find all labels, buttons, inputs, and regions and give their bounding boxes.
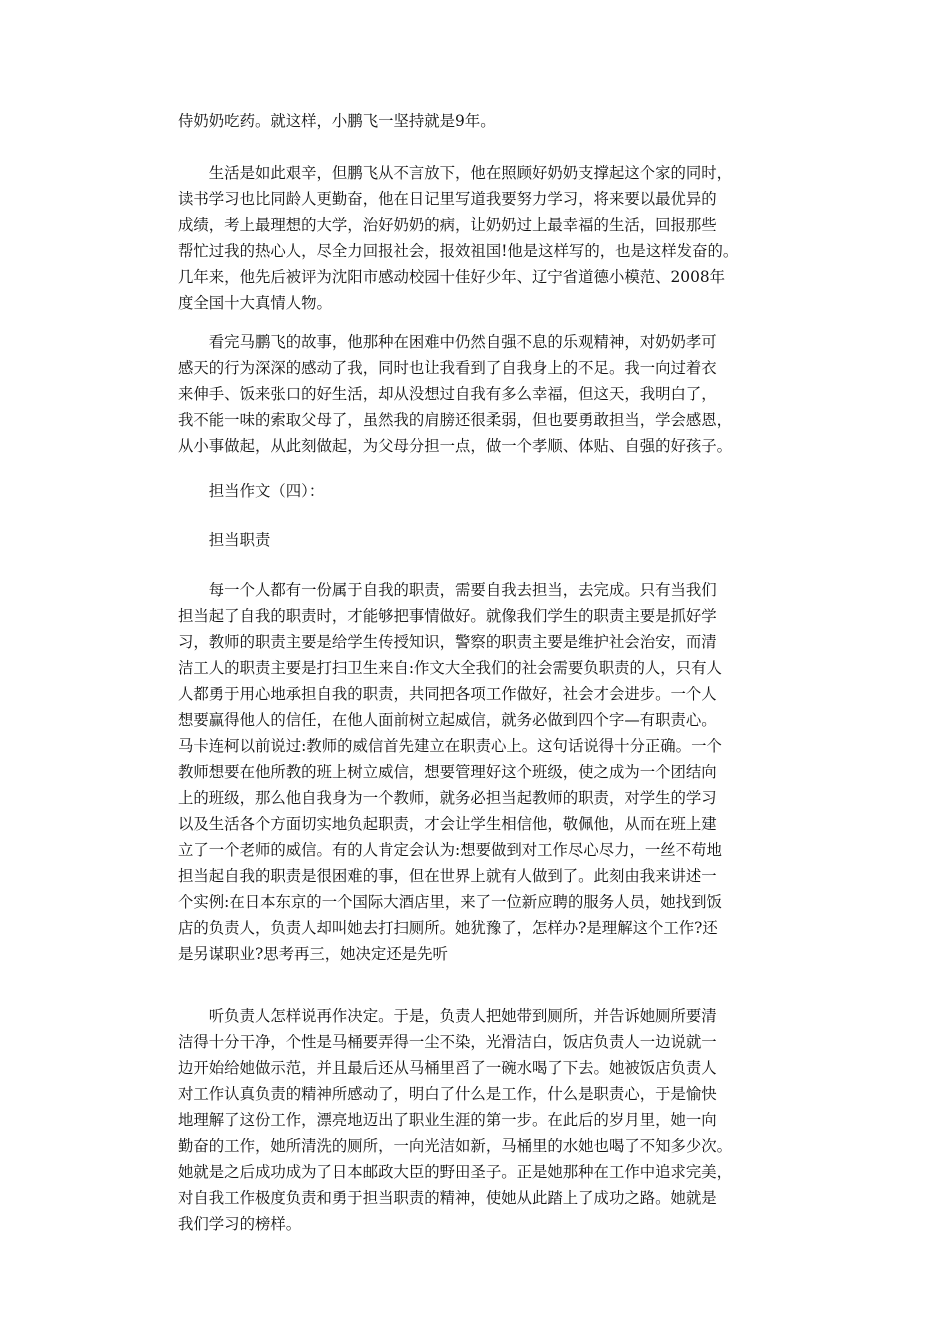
text-line: 以及生活各个方面切实地负起职责，才会让学生相信他，敬佩他，从而在班上建 — [178, 815, 717, 833]
text-line: 店的负责人，负责人却叫她去打扫厕所。她犹豫了，怎样办?是理解这个工作?还 — [178, 919, 718, 937]
text-line: 我们学习的榜样。 — [178, 1215, 302, 1233]
section-heading — [178, 478, 828, 504]
text-line: 勤奋的工作，她所清洗的厕所，一向光洁如新，马桶里的水她也喝了不知多少次。 — [178, 1137, 733, 1155]
text-line: 每一个人都有一份属于自我的职责，需要自我去担当，去完成。只有当我们 — [178, 581, 717, 599]
section-heading-text: 担当作文（四）： — [178, 482, 325, 500]
paragraph-4 — [178, 577, 828, 967]
essay-title-text: 担当职责 — [178, 531, 271, 549]
text-line: 对自我工作极度负责和勇于担当职责的精神，使她从此踏上了成功之路。她就是 — [178, 1189, 717, 1207]
text-line: 洁得十分干净，个性是马桶要弄得一尘不染，光滑洁白，饭店负责人一边说就一 — [178, 1033, 717, 1051]
text-line: 马卡连柯以前说过:教师的威信首先建立在职责心上。这句话说得十分正确。一个 — [178, 737, 722, 755]
text-line: 读书学习也比同龄人更勤奋，他在日记里写道我要努力学习，将来要以最优异的 — [178, 190, 717, 208]
text-line: 边开始给她做示范，并且最后还从马桶里舀了一碗水喝了下去。她被饭店负责人 — [178, 1059, 717, 1077]
text-line: 对工作认真负责的精神所感动了，明白了什么是工作，什么是职责心，于是愉快 — [178, 1085, 717, 1103]
text-line: 来伸手、饭来张口的好生活，却从没想过自我有多么幸福，但这天，我明白了， — [178, 385, 717, 403]
text-line: 听负责人怎样说再作决定。于是，负责人把她带到厕所，并告诉她厕所要清 — [178, 1007, 717, 1025]
text-line: 她就是之后成功成为了日本邮政大臣的野田圣子。正是她那种在工作中追求完美， — [178, 1163, 733, 1181]
text-line: 立了一个老师的威信。有的人肯定会认为:想要做到对工作尽心尽力，一丝不苟地 — [178, 841, 722, 859]
text-line: 感天的行为深深的感动了我，同时也让我看到了自我身上的不足。我一向过着衣 — [178, 359, 717, 377]
text-line: 成绩，考上最理想的大学，治好奶奶的病，让奶奶过上最幸福的生活，回报那些 — [178, 216, 717, 234]
text-line: 几年来，他先后被评为沈阳市感动校园十佳好少年、辽宁省道德小模范、2008年 — [178, 268, 726, 286]
text-line: 习，教师的职责主要是给学生传授知识，警察的职责主要是维护社会治安，而清 — [178, 633, 717, 651]
paragraph-2 — [178, 160, 828, 316]
text-line: 帮忙过我的热心人，尽全力回报社会，报效祖国!他是这样写的，也是这样发奋的。 — [178, 242, 739, 260]
text-line: 教师想要在他所教的班上树立威信，想要管理好这个班级，使之成为一个团结向 — [178, 763, 717, 781]
paragraph-1 — [178, 108, 828, 134]
text-line: 洁工人的职责主要是打扫卫生来自:作文大全我们的社会需要负职责的人，只有人 — [178, 659, 722, 677]
paragraph-5 — [178, 1003, 828, 1237]
text-line: 从小事做起，从此刻做起，为父母分担一点，做一个孝顺、体贴、自强的好孩子。 — [178, 437, 733, 455]
text-line: 上的班级，那么他自我身为一个教师，就务必担当起教师的职责，对学生的学习 — [178, 789, 717, 807]
essay-title — [178, 527, 828, 553]
text-line: 看完马鹏飞的故事，他那种在困难中仍然自强不息的乐观精神，对奶奶孝可 — [178, 333, 717, 351]
text-line: 担当起自我的职责是很困难的事，但在世界上就有人做到了。此刻由我来讲述一 — [178, 867, 717, 885]
text-line: 地理解了这份工作，漂亮地迈出了职业生涯的第一步。在此后的岁月里，她一向 — [178, 1111, 717, 1129]
text-line: 是另谋职业?思考再三，她决定还是先听 — [178, 945, 448, 963]
text-line: 个实例:在日本东京的一个国际大酒店里，来了一位新应聘的服务人员，她找到饭 — [178, 893, 722, 911]
text-line: 担当起了自我的职责时，才能够把事情做好。就像我们学生的职责主要是抓好学 — [178, 607, 717, 625]
text-line: 度全国十大真情人物。 — [178, 294, 332, 312]
text-line: 生活是如此艰辛，但鹏飞从不言放下，他在照顾好奶奶支撑起这个家的同时， — [178, 164, 733, 182]
text-line: 人都勇于用心地承担自我的职责，共同把各项工作做好，社会才会进步。一个人 — [178, 685, 717, 703]
text-line: 想要赢得他人的信任，在他人面前树立起威信，就务必做到四个字—有职责心。 — [178, 711, 717, 729]
paragraph-3 — [178, 329, 828, 459]
text-line: 侍奶奶吃药。就这样，小鹏飞一坚持就是9年。 — [178, 112, 496, 130]
text-line: 我不能一味的索取父母了，虽然我的肩膀还很柔弱，但也要勇敢担当，学会感恩， — [178, 411, 733, 429]
